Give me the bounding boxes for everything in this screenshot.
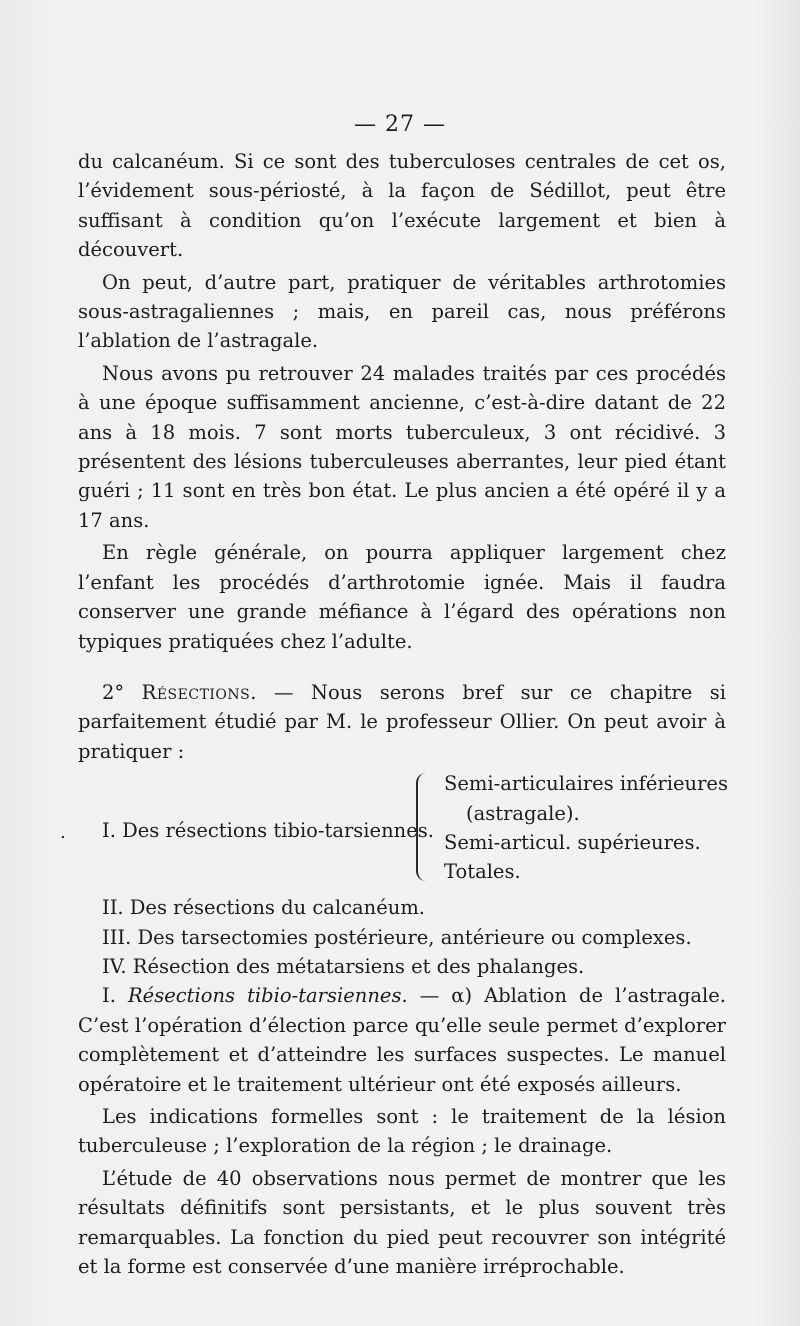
resections-prefix: 2° xyxy=(102,680,142,704)
paragraph-1 xyxy=(78,147,726,265)
curly-brace-icon xyxy=(416,773,432,881)
resections-heading: Résections xyxy=(141,680,251,704)
section-text: — α) Ablation de l’astragale. C’est l’opération d’élection parce qu’elle seule permet d’explorer complètement et d’atteindre les surfaces suspectes. Le manuel opératoire et le traitement ultérieur ont été exposés ailleurs. xyxy=(78,984,726,1096)
classification-item: Semi-articul. supérieures. xyxy=(444,830,701,854)
stray-mark: . xyxy=(60,822,66,843)
closing-paragraph-2 xyxy=(78,1164,726,1282)
classification-item: Totales. xyxy=(444,860,521,884)
paragraph-resections xyxy=(78,678,726,766)
paragraph-2-text: On peut, d’autre part, pratiquer de véritables arthrotomies sous-astragaliennes ; mais, en pareil cas, nous préférons l’ablation de l’astragale. xyxy=(78,270,726,353)
section-prefix: I. xyxy=(102,984,128,1008)
section-title: Résections tibio-tarsiennes. xyxy=(127,984,408,1008)
classification-table xyxy=(78,769,726,887)
paragraph-3-text: Nous avons pu retrouver 24 malades traités par ces procédés à une époque suffisamment ancienne, c’est-à-dire datant de 22 ans à 18 mois. 7 sont morts tuberculeux, 3 ont récidivé. 3 présentent des lésions tuberculeuses aberrantes, leur pied étant guéri ; 11 sont en très bon état. Le plus ancien a été opéré il y a 17 ans. xyxy=(78,361,726,532)
closing-paragraph-1-text: Les indications formelles sont : le traitement de la lésion tuberculeuse ; l’exploration de la région ; le drainage. xyxy=(78,1104,726,1158)
list-item-3: III. Des tarsectomies postérieure, antérieure ou complexes. xyxy=(102,925,692,949)
classification-item: (astragale). xyxy=(466,801,580,825)
section-paragraph xyxy=(78,981,726,1099)
paragraph-3 xyxy=(78,359,726,535)
paragraph-2 xyxy=(78,268,726,356)
classification-items xyxy=(444,769,728,887)
paragraph-4 xyxy=(78,538,726,656)
classification-main-label: I. Des résections tibio-tarsiennes. xyxy=(102,819,434,843)
list-item-4: IV. Résection des métatarsiens et des phalanges. xyxy=(102,954,585,978)
resections-text: . — Nous serons bref sur ce chapitre si parfaitement étudié par M. le professeur Ollier. On peut avoir à pratiquer : xyxy=(78,680,726,763)
classification-item: Semi-articulaires inférieures xyxy=(444,772,728,796)
closing-paragraph-1 xyxy=(78,1102,726,1161)
list-item-2: II. Des résections du calcanéum. xyxy=(102,896,426,920)
paragraph-1-text: du calcanéum. Si ce sont des tuberculoses centrales de cet os, l’évidement sous-périosté, à la façon de Sédillot, peut être suffisant à condition qu’on l’exécute largement et bien à découvert. xyxy=(78,150,726,262)
paragraph-4-text: En règle générale, on pourra appliquer largement chez l’enfant les procédés d’arthrotomie ignée. Mais il faudra conserver une grande méfiance à l’égard des opérations non typiques pratiquées chez l’adulte. xyxy=(78,541,726,653)
body-text xyxy=(78,147,726,1284)
page-number: — 27 — xyxy=(354,112,446,137)
closing-paragraph-2-text: L’étude de 40 observations nous permet de montrer que les résultats définitifs sont persistants, et le plus souvent très remarquables. La fonction du pied peut recouvrer son intégrité et la forme est conservée d’une manière irréprochable. xyxy=(78,1166,726,1278)
